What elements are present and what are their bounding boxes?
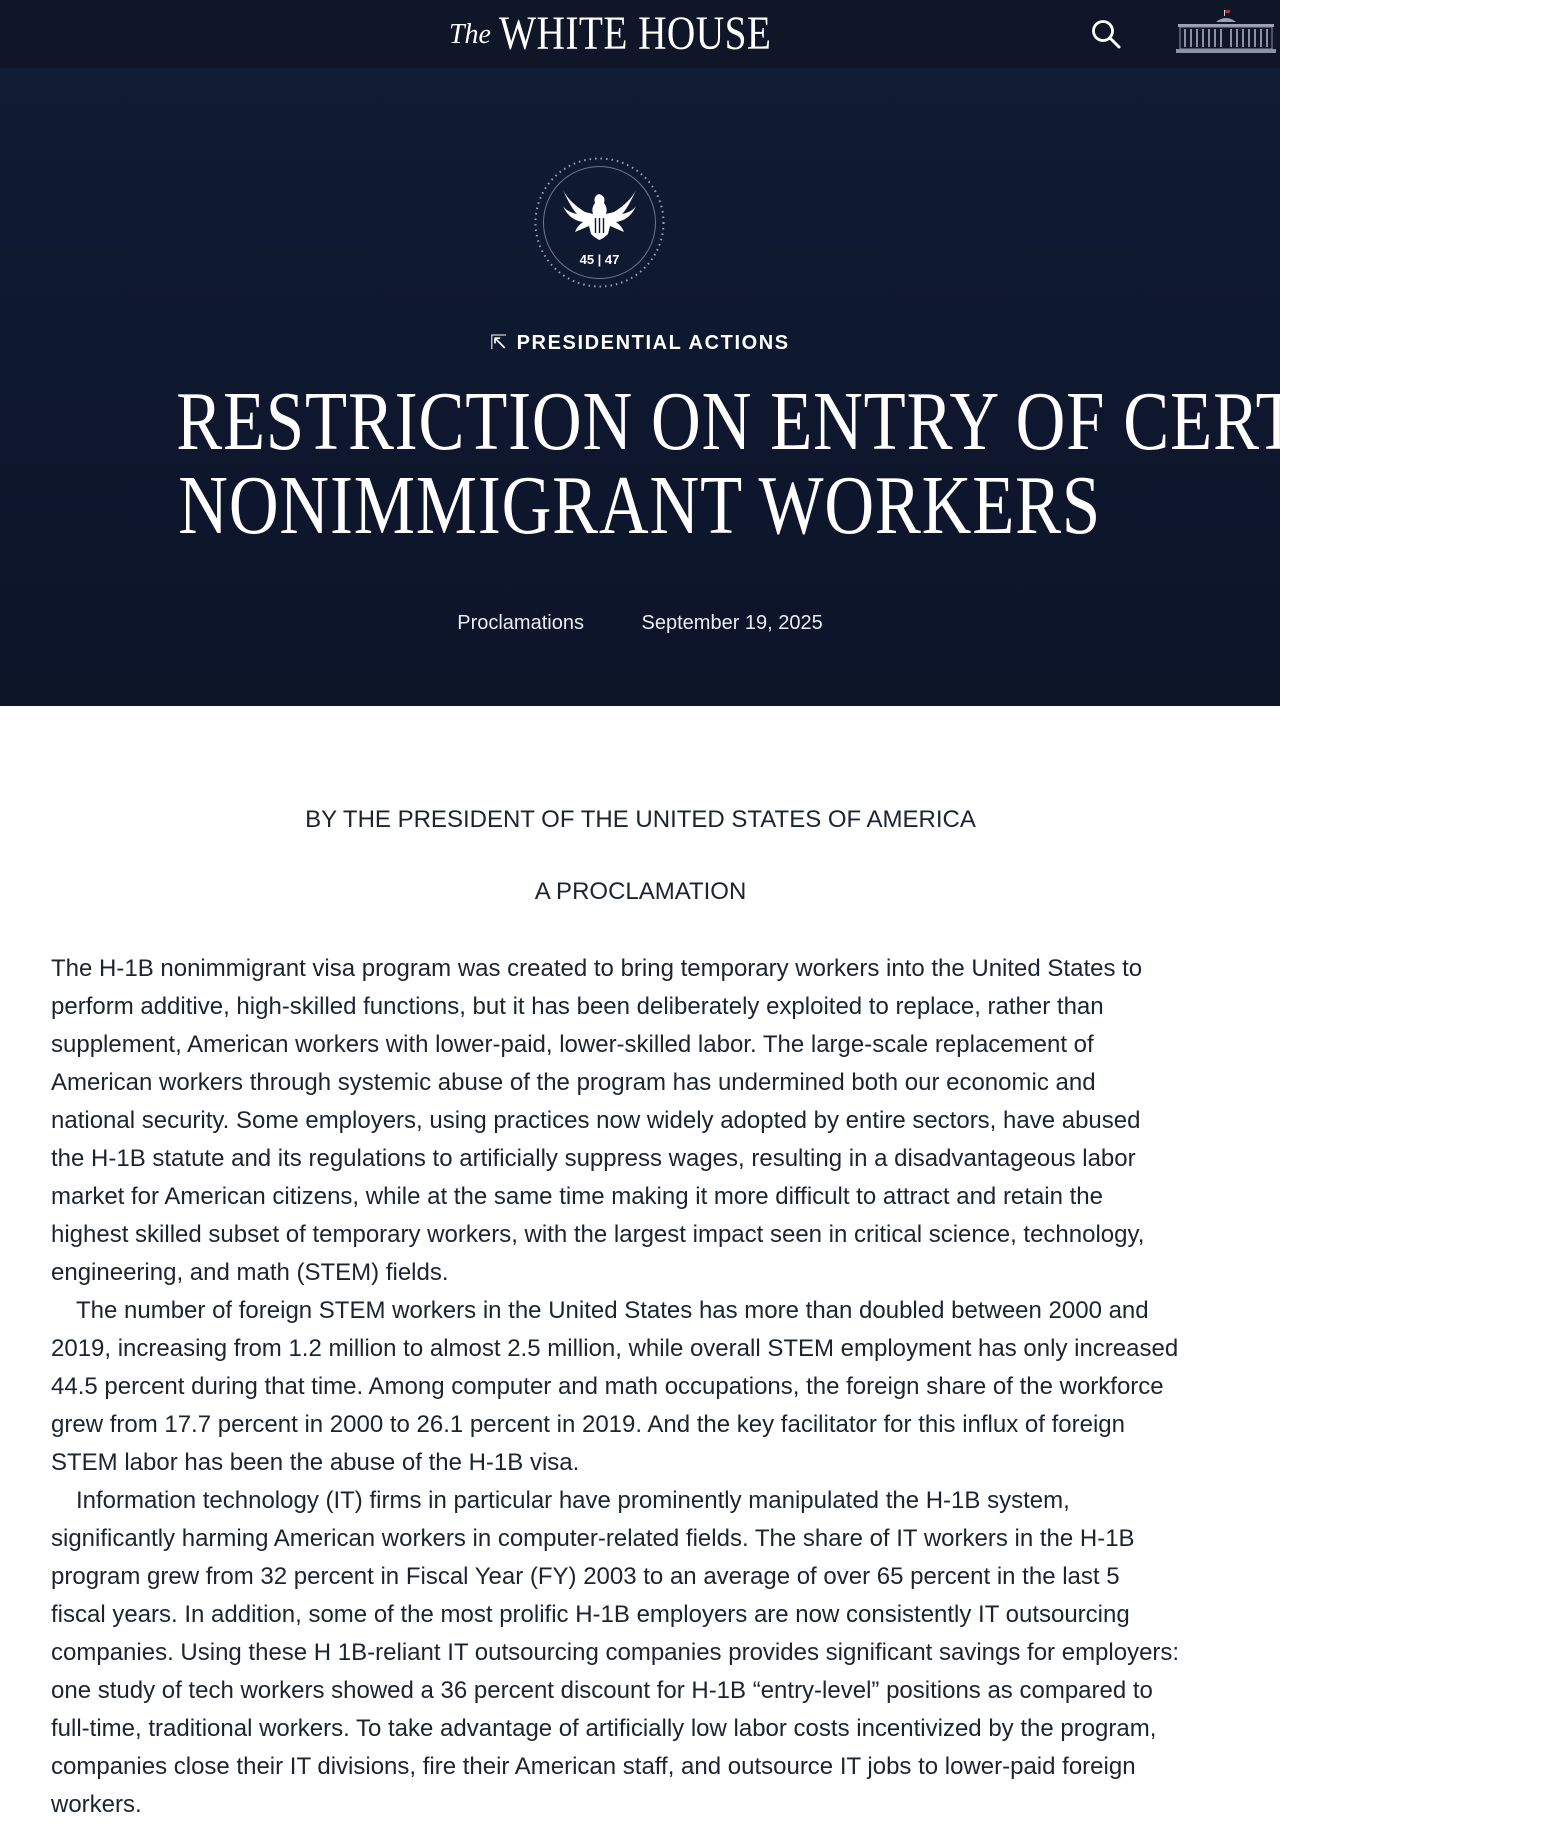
article-meta — [0, 612, 1280, 635]
article-body — [0, 806, 1280, 1824]
title-line-1: RESTRICTION ON ENTRY OF CERTAIN — [176, 375, 1418, 468]
title-line-2: NONIMMIGRANT WORKERS — [178, 459, 1102, 552]
brand-the: The — [448, 19, 491, 50]
article-heading-president: BY THE PRESIDENT OF THE UNITED STATES OF AMERICA — [305, 806, 976, 833]
article-paragraph: The number of foreign STEM workers in the United States has more than doubled between 2000 and 2019, increasing from 1.2 million to almost 2.5 million, while overall STEM employment has only increased 44.5 percent during that time. Among computer and math occupations, the foreign share of the workforce grew from 17.7 percent in 2000 to 26.1 percent in 2019. And the key facilitator for this influx of foreign STEM labor has been the abuse of the H-1B visa. — [51, 1297, 1179, 1476]
category-link[interactable] — [490, 332, 790, 354]
top-navigation-bar — [0, 0, 1280, 68]
arrow-up-left-icon: ⇱ — [490, 332, 509, 354]
article-paragraph: Information technology (IT) firms in particular have prominently manipulated the H-1B system, significantly harming American workers in computer-related fields. The share of IT workers in the H-1B program grew from 32 percent in Fiscal Year (FY) 2003 to an average of over 65 percent in the last 5 fiscal years. In addition, some of the most prolific H-1B employers are now consistently IT outsourcing companies. Using these H 1B-reliant IT outsourcing companies provides significant savings for employers: one study of tech workers showed a 36 percent discount for H-1B “entry-level” positions as compared to full-time, traditional workers. To take advantage of artificially low labor costs incentivized by the program, companies close their IT divisions, fire their American staff, and outsource IT jobs to lower-paid foreign workers. — [51, 1487, 1180, 1818]
article-paragraph: The H-1B nonimmigrant visa program was created to bring temporary workers into the United States to perform additive, high-skilled functions, but it has been deliberately exploited to replace, rather than supplement, American workers with lower-paid, lower-skilled labor. The large-scale replacement of American workers through systemic abuse of the program has undermined both our economic and national security. Some employers, using practices now widely adopted by entire sectors, have abused the H-1B statute and its regulations to artificially suppress wages, resulting in a disadvantageous labor market for American citizens, while at the same time making it more difficult to attract and retain the highest skilled subset of temporary workers, with the largest impact seen in critical science, technology, engineering, and math (STEM) fields. — [51, 955, 1145, 1286]
category-text: PRESIDENTIAL ACTIONS — [516, 332, 790, 354]
page-title — [40, 375, 1418, 552]
search-icon[interactable] — [1090, 18, 1122, 50]
site-logo-link[interactable] — [0, 6, 1280, 61]
type-link[interactable]: Proclamations — [457, 612, 584, 634]
presidential-seal-icon — [533, 156, 666, 289]
white-house-building-icon[interactable] — [1176, 10, 1276, 56]
brand-name: WHITE HOUSE — [498, 7, 772, 60]
category-label — [0, 330, 1280, 355]
hero-banner — [0, 68, 1418, 706]
article-heading-proclamation: A PROCLAMATION — [534, 878, 747, 905]
seal-text: 45 | 47 — [579, 252, 620, 267]
publish-date: September 19, 2025 — [641, 612, 823, 634]
